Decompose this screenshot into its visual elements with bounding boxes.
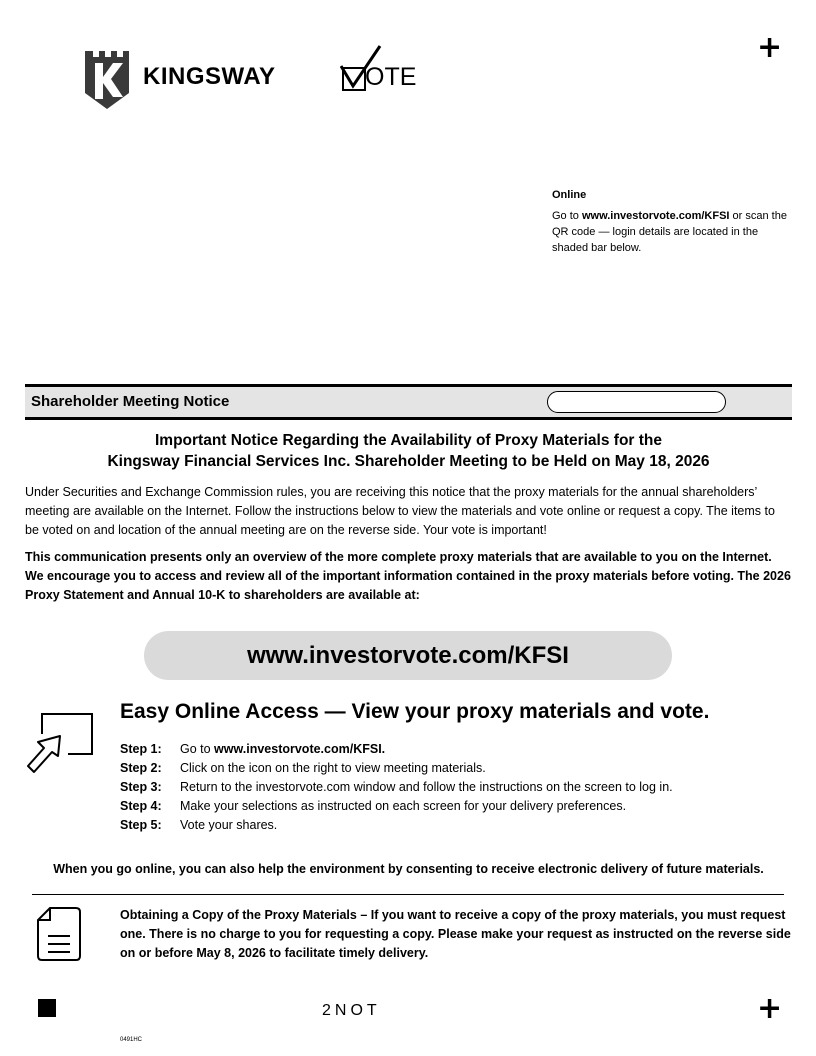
- cursor-click-icon: [22, 712, 94, 776]
- online-prefix: Go to: [552, 210, 582, 222]
- document-icon: [36, 906, 82, 962]
- list-item: [120, 759, 673, 778]
- divider: [32, 894, 784, 895]
- bar-title: Shareholder Meeting Notice: [31, 393, 230, 410]
- company-logo-text: KINGSWAY: [143, 63, 276, 90]
- step-label: Step 4:: [120, 799, 162, 813]
- notice-title: [25, 430, 792, 472]
- online-url-link[interactable]: www.investorvote.com/KFSI: [581, 210, 730, 222]
- steps-list: [120, 740, 673, 835]
- overview-paragraph: This communication presents only an overview of the more complete proxy materials that are available to you on the Internet. We encourage you to access and review all of the important information contained in the proxy materials before voting. The 2026 Proxy Statement and Annual 10-K to shareholders are available at:: [25, 550, 791, 602]
- step-label: Step 5:: [120, 818, 162, 832]
- registration-plus-icon-bottom: +: [757, 991, 783, 1026]
- list-item: [120, 740, 673, 759]
- sec-rules-paragraph: Under Securities and Exchange Commission rules, you are receiving this notice that the proxy materials for the annual shareholders’ meeting are available on the Internet. Follow the instructions below to view the materials and vote online or request a copy. The items to be voted on and location of the annual meeting are on the reverse side. Your vote is important!: [25, 485, 775, 537]
- step-text: Make your selections as instructed on each screen for your delivery preferences.: [180, 799, 627, 813]
- environment-note: When you go online, you can also help the environment by consenting to receive electronic delivery of future materials.: [53, 862, 764, 876]
- step-label: Step 2:: [120, 761, 162, 775]
- small-form-code: 0491HC: [120, 1037, 143, 1043]
- list-item: [120, 778, 673, 797]
- login-code-field: [547, 391, 726, 413]
- step-label: Step 1:: [120, 742, 162, 756]
- step-text: Vote your shares.: [180, 818, 278, 832]
- step-label: Step 3:: [120, 780, 162, 794]
- online-suffix: or scan the QR code — login details are located in the shaded bar below.: [552, 210, 787, 254]
- step-text: Return to the investorvote.com window and follow the instructions on the screen to log in.: [180, 780, 673, 794]
- registration-square-icon: [38, 999, 56, 1017]
- notice-title-line2: Kingsway Financial Services Inc. Shareholder Meeting to be Held on May 18, 2026: [107, 453, 710, 470]
- online-heading: Online: [552, 189, 587, 201]
- step-text: Go to: [180, 742, 215, 756]
- shareholder-notice-bar: [25, 384, 792, 420]
- easy-access-title: Easy Online Access — View your proxy materials and vote.: [120, 700, 710, 723]
- form-code: 2NOT: [322, 1002, 381, 1019]
- step-text: Click on the icon on the right to view meeting materials.: [180, 761, 486, 775]
- vote-logo-text: OTE: [365, 63, 417, 91]
- registration-plus-icon: +: [757, 30, 783, 65]
- step-url-link[interactable]: www.investorvote.com/KFSI.: [214, 742, 386, 756]
- copy-request-paragraph: Obtaining a Copy of the Proxy Materials – If you want to receive a copy of the proxy materials, you must request one. There is no charge to you for requesting a copy. Please make your request as instructed on the reverse side on or before May 8, 2026 to facilitate timely delivery.: [120, 908, 791, 960]
- list-item: [120, 816, 673, 835]
- online-instructions: [552, 187, 792, 256]
- url-banner[interactable]: www.investorvote.com/KFSI: [144, 631, 672, 680]
- list-item: [120, 797, 673, 816]
- castle-logo-icon: [83, 47, 131, 111]
- notice-title-line1: Important Notice Regarding the Availability of Proxy Materials for the: [155, 432, 662, 449]
